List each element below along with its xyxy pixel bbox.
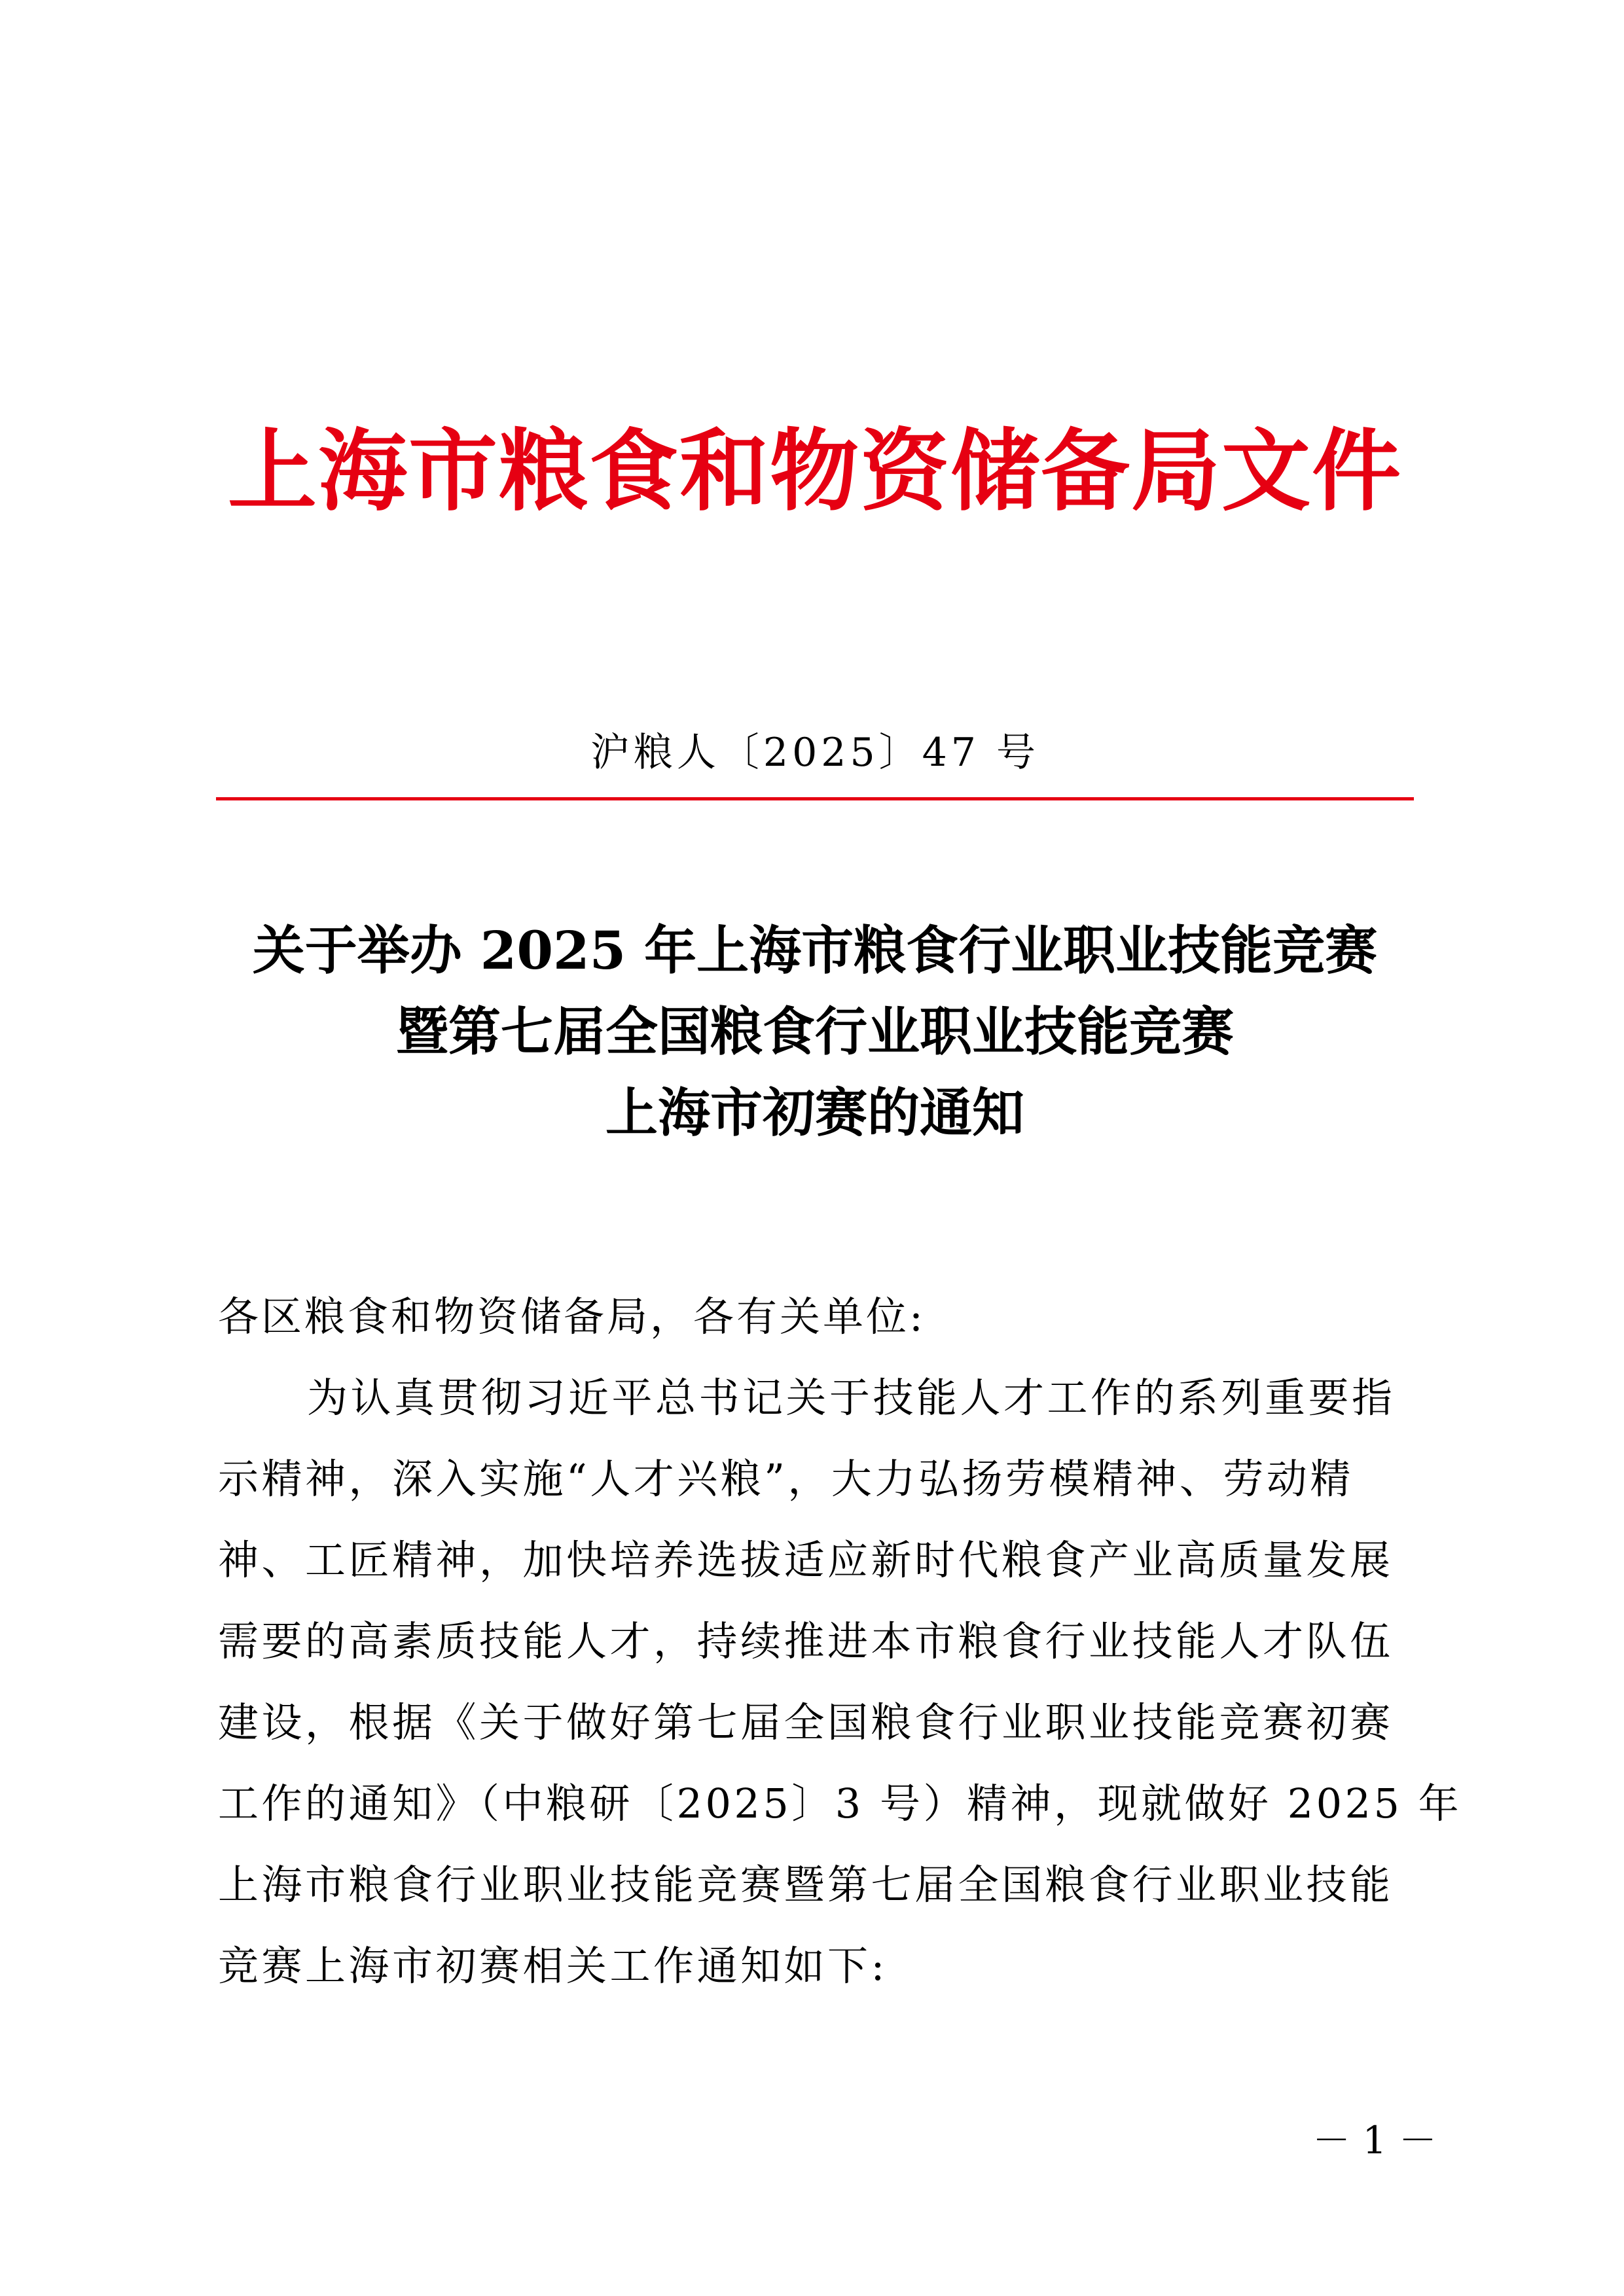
body-line: 建设，根据《关于做好第七届全国粮食行业职业技能竞赛初赛 <box>218 1698 1394 1746</box>
body-line: 神、工匠精神，加快培养选拔适应新时代粮食产业高质量发展 <box>218 1536 1394 1584</box>
document-number: 沪粮人〔2025〕47 号 <box>590 730 1040 776</box>
body-line: 需要的高素质技能人才，持续推进本市粮食行业技能人才队伍 <box>218 1617 1394 1665</box>
salutation: 各区粮食和物资储备局，各有关单位: <box>218 1293 926 1340</box>
body-paragraph <box>218 1357 1462 2007</box>
body-line: 为认真贯彻习近平总书记关于技能人才工作的系列重要指 <box>307 1374 1396 1422</box>
red-separator-line <box>216 797 1414 800</box>
body-line: 工作的通知》（中粮研〔2025〕3 号）精神，现就做好 2025 年 <box>218 1780 1462 1827</box>
body-line: 竞赛上海市初赛相关工作通知如下: <box>218 1942 888 1990</box>
issuer-header-title: 上海市粮食和物资储备局文件 <box>228 419 1402 524</box>
document-title-line: 关于举办 2025 年上海市粮食行业职业技能竞赛 <box>252 920 1378 981</box>
body-line: 上海市粮食行业职业技能竞赛暨第七届全国粮食行业职业技能 <box>218 1861 1394 1909</box>
body-line: 示精神，深入实施“人才兴粮”，大力弘扬劳模精神、劳动精 <box>218 1455 1354 1503</box>
page-number: － 1 － <box>1312 2118 1437 2162</box>
document-title-line: 上海市初赛的通知 <box>605 1082 1024 1143</box>
document-title-line: 暨第七届全国粮食行业职业技能竞赛 <box>396 1001 1234 1062</box>
document-title <box>216 910 1414 1153</box>
